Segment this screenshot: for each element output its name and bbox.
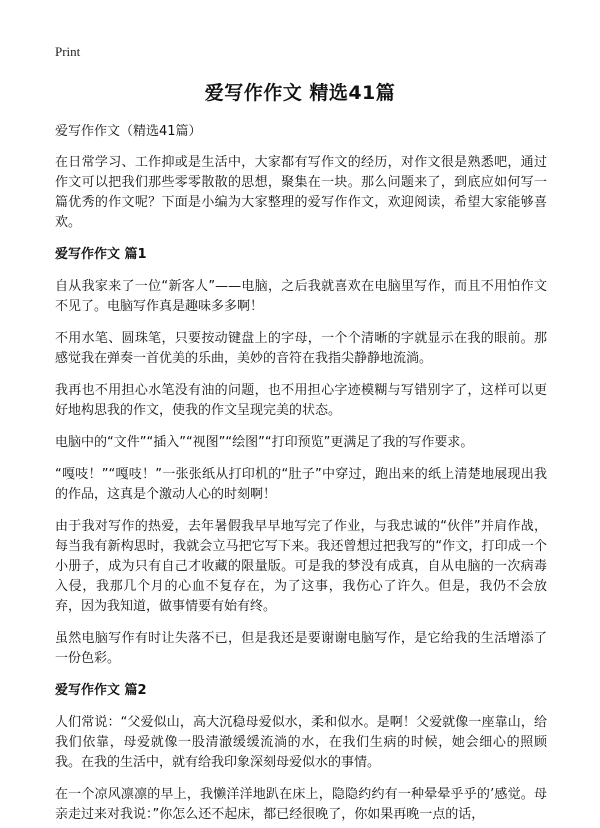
paragraph: 不用水笔、圆珠笔，只要按动键盘上的字母，一个个清晰的字就显示在我的眼前。那感觉我在弹奏一首优美的乐曲，美妙的音符在我指尖静静地流淌。 bbox=[55, 331, 547, 366]
document-subtitle: 爱写作作文（精选41篇） bbox=[55, 124, 202, 139]
section-heading: 爱写作作文 篇2 bbox=[55, 683, 147, 698]
document-body bbox=[55, 122, 547, 828]
intro-paragraph: 在日常学习、工作抑或是生活中，大家都有写作文的经历，对作文很是熟悉吧，通过作文可以把我们那些零零散散的思想，聚集在一块。那么问题来了，到底应如何写一篇优秀的作文呢？下面是小编为大家整理的爱写作作文，欢迎阅读，希望大家能够喜欢。 bbox=[55, 155, 547, 230]
section-heading: 爱写作作文 篇1 bbox=[55, 247, 147, 262]
paragraph: 人们常说：“父爱似山，高大沉稳母爱似水，柔和似水。是啊！父爱就像一座靠山，给我们依靠，母爱就像一股清澈缓缓流淌的水，在我们生病的时候，她会细心的照顾我。在我的生活中，就有给我印象深刻母爱似水的事情。 bbox=[55, 715, 547, 770]
paragraph: 我再也不用担心水笔没有油的问题，也不用担心字迹模糊与写错别字了，这样可以更好地构思我的作文，使我的作文呈现完美的状态。 bbox=[55, 383, 547, 418]
print-label: Print bbox=[55, 44, 81, 59]
paragraph: 在一个凉风凛凛的早上，我懒洋洋地趴在床上，隐隐约约有一种晕晕乎乎的’感觉。母亲走过来对我说：”你怎么还不起床，都已经很晚了，你如果再晚一点的话， bbox=[55, 787, 547, 822]
page-title: 爱写作作文 精选41篇 bbox=[204, 82, 396, 104]
paragraph: 虽然电脑写作有时让失落不已，但是我还是要谢谢电脑写作，是它给我的生活增添了一份色彩。 bbox=[55, 631, 547, 666]
paragraph: 由于我对写作的热爱，去年暑假我早早地写完了作业，与我忠诚的“伙伴”并肩作战，每当我有新构思时，我就会立马把它写下来。我还曾想过把我写的“作文，打印成一个小册子，成为只有自己才收藏的限量版。可是我的梦没有成真，自从电脑的一次病毒入侵，我那几个月的心血不复存在，为了这事，我伤心了许久。但是，我仍不会放弃，因为我知道，做事情要有始有终。 bbox=[55, 519, 547, 614]
paragraph: “嘎吱！”“嘎吱！”一张张纸从打印机的“肚子”中穿过，跑出来的纸上清楚地展现出我的作品，这真是个激动人心的时刻啊！ bbox=[55, 467, 547, 502]
paragraph: 自从我家来了一位“新客人”——电脑，之后我就喜欢在电脑里写作，而且不用怕作文不见了。电脑写作真是趣味多多啊！ bbox=[55, 279, 547, 314]
paragraph: 电脑中的“文件”“插入”“视图”“绘图”“打印预览”更满足了我的写作要求。 bbox=[55, 435, 474, 450]
